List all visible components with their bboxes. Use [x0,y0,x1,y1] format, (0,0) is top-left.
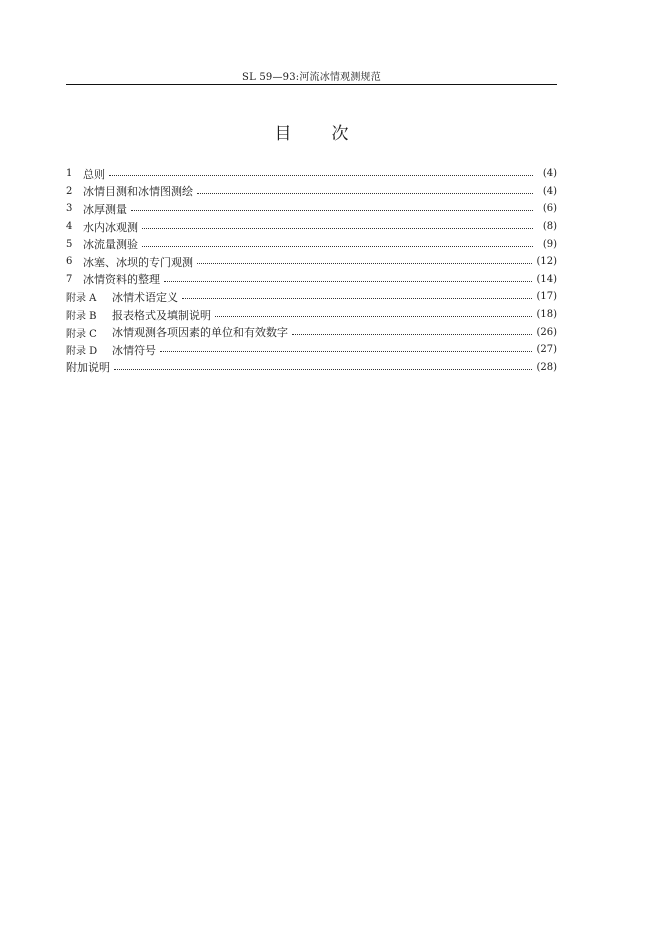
toc-entry-label: 冰情术语定义 [112,290,178,304]
toc-entry-label: 冰塞、冰坝的专门观测 [83,255,193,269]
toc-entry-appendix-c[interactable] [66,323,557,341]
toc-entry-number: 6 [66,256,73,268]
toc-entry-7[interactable] [66,271,557,289]
toc-entry-label: 冰情符号 [112,343,156,357]
toc-entry-page: (18) [536,309,557,321]
toc-entry-page: (27) [536,344,557,356]
toc-leader-dots [197,193,533,194]
toc-entry-label: 冰情资料的整理 [83,273,160,287]
toc-entry-label: 报表格式及填制说明 [112,308,211,322]
toc-entry-number: 2 [66,185,73,197]
toc-leader-dots [142,246,533,247]
toc-entry-appendix-a[interactable] [66,288,557,306]
toc-entry-label: 冰厚测量 [83,202,127,216]
toc-entry-number: 附录 D [66,346,98,358]
toc-leader-dots [142,228,533,229]
toc-entry-5[interactable] [66,235,557,253]
toc-entry-label: 冰流量测验 [83,238,138,252]
toc-leader-dots [292,334,532,335]
toc-entry-page: (8) [542,221,557,233]
toc-leader-dots [160,351,532,352]
toc-entry-6[interactable] [66,253,557,271]
toc-entry-page: (26) [536,326,557,338]
running-header: SL 59—93:河流冰情观测规范 [242,72,381,83]
toc-entry-number: 3 [66,203,73,215]
toc-entry-label: 冰情观测各项因素的单位和有效数字 [112,326,288,340]
toc-entry-number: 5 [66,238,73,250]
toc-entry-number: 4 [66,221,73,233]
toc-entry-3[interactable] [66,200,557,218]
toc-entry-page: (17) [536,291,557,303]
toc-entry-2[interactable] [66,183,557,201]
toc-leader-dots [109,175,533,176]
toc-entry-number: 1 [66,168,73,180]
toc-entry-page: (6) [542,203,557,215]
toc-entry-additional-notes[interactable] [66,359,557,377]
toc-entry-number: 附录 A [66,293,97,305]
toc-entry-label: 附加说明 [66,361,110,375]
toc-entry-label: 冰情目测和冰情图测绘 [83,185,193,199]
toc-entry-number: 7 [66,273,73,285]
toc-title-part1: 目 [274,124,292,144]
toc-leader-dots [114,369,532,370]
toc-leader-dots [164,281,532,282]
toc-entry-number: 附录 C [66,328,97,340]
toc-title-part2: 次 [331,124,349,144]
toc-entry-page: (4) [542,168,557,180]
toc-leader-dots [197,263,532,264]
toc-entry-page: (14) [536,273,557,285]
toc-leader-dots [131,210,533,211]
toc-entry-number: 附录 B [66,311,97,323]
toc-entry-page: (28) [536,361,557,373]
header-rule [66,84,557,85]
toc-leader-dots [182,298,532,299]
toc-entry-label: 总则 [83,167,105,181]
toc-entry-page: (12) [536,256,557,268]
toc-leader-dots [215,316,532,317]
toc-entry-1[interactable] [66,165,557,183]
toc-entry-page: (9) [542,238,557,250]
toc-title [66,119,557,144]
toc-entry-label: 水内冰观测 [83,220,138,234]
toc-entry-appendix-d[interactable] [66,341,557,359]
toc-list [66,165,557,376]
toc-entry-appendix-b[interactable] [66,306,557,324]
toc-entry-page: (4) [542,185,557,197]
toc-entry-4[interactable] [66,218,557,236]
